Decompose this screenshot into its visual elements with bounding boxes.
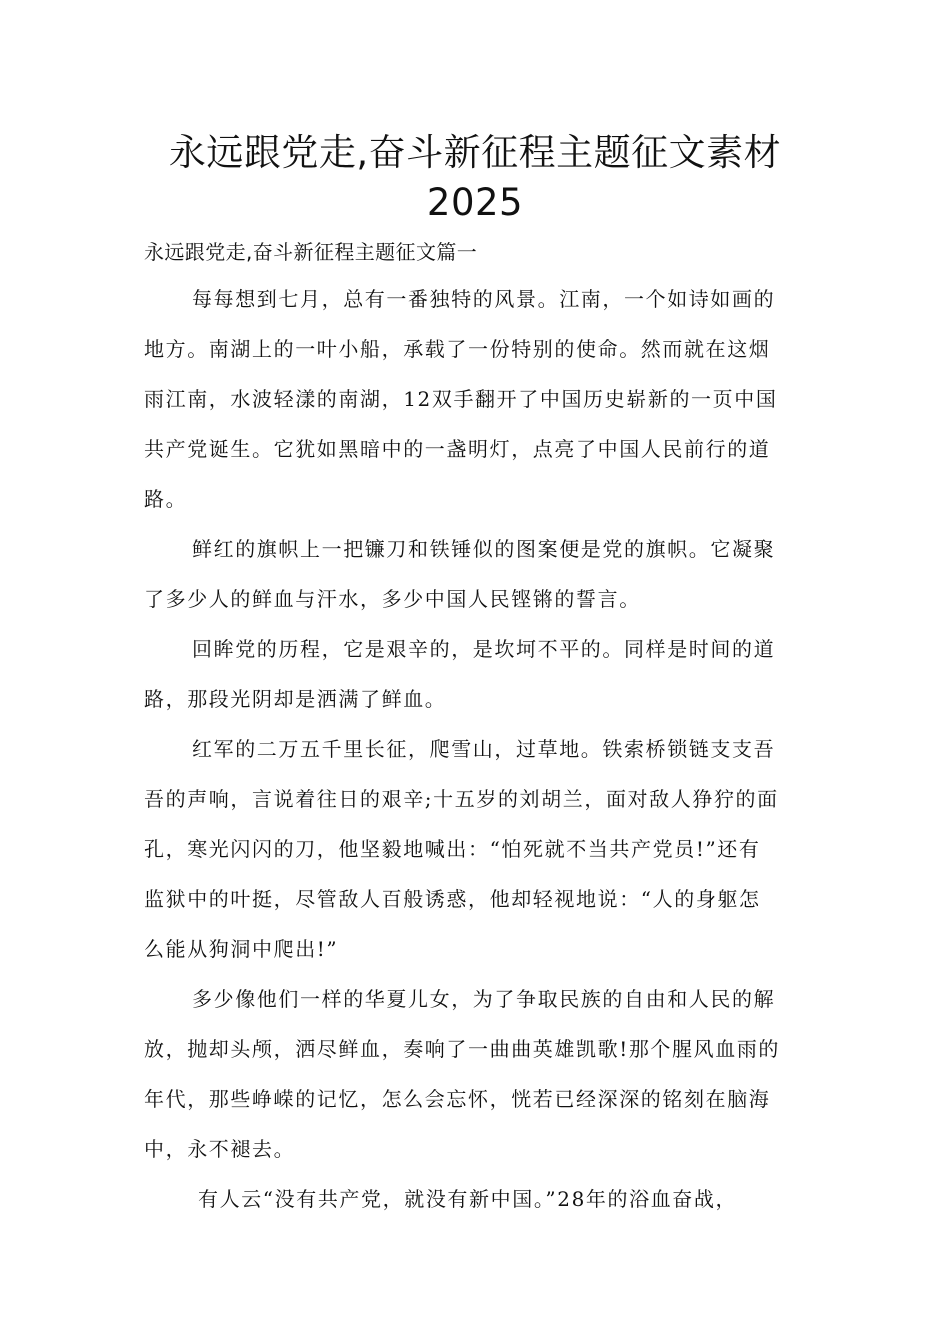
text-line: 鲜红的旗帜上一把镰刀和铁锤似的图案便是党的旗帜。它凝聚: [192, 537, 776, 561]
text-line: 吾的声响，言说着往日的艰辛;十五岁的刘胡兰，面对敌人狰狞的面: [144, 787, 779, 811]
document-title-line2: 2025: [426, 181, 524, 224]
text-line: 么能从狗洞中爬出!”: [144, 937, 339, 961]
text-line: 雨江南，水波轻漾的南湖，12双手翻开了中国历史崭新的一页中国: [144, 387, 778, 411]
text-line: 有人云“没有共产党，就没有新中国。”28年的浴血奋战，: [198, 1187, 738, 1211]
text-line: 共产党诞生。它犹如黑暗中的一盏明灯，点亮了中国人民前行的道: [144, 437, 771, 461]
text-line: 路。: [144, 487, 188, 511]
text-line: 孔，寒光闪闪的刀，他坚毅地喊出：“怕死就不当共产党员!”还有: [144, 837, 761, 861]
text-line: 放，抛却头颅，洒尽鲜血，奏响了一曲曲英雄凯歌!那个腥风血雨的: [144, 1037, 781, 1061]
text-line: 回眸党的历程，它是艰辛的，是坎坷不平的。同样是时间的道: [192, 637, 776, 661]
text-line: 路，那段光阴却是洒满了鲜血。: [144, 687, 447, 711]
text-line: 红军的二万五千里长征，爬雪山，过草地。铁索桥锁链支支吾: [192, 737, 776, 761]
section-subtitle: 永远跟党走,奋斗新征程主题征文篇一: [144, 240, 478, 264]
text-line: 了多少人的鲜血与汗水，多少中国人民铿锵的誓言。: [144, 587, 641, 611]
text-line: 每每想到七月，总有一番独特的风景。江南，一个如诗如画的: [192, 287, 776, 311]
text-line: 地方。南湖上的一叶小船，承载了一份特别的使命。然而就在这烟: [144, 337, 771, 361]
text-line: 多少像他们一样的华夏儿女，为了争取民族的自由和人民的解: [192, 987, 776, 1011]
document-title-line1: 永远跟党走,奋斗新征程主题征文素材: [168, 131, 782, 174]
text-line: 年代，那些峥嵘的记忆，怎么会忘怀，恍若已经深深的铭刻在脑海: [144, 1087, 771, 1111]
text-line: 中，永不褪去。: [144, 1137, 296, 1161]
text-line: 监狱中的叶挺，尽管敌人百般诱惑，他却轻视地说：“人的身躯怎: [144, 887, 761, 911]
